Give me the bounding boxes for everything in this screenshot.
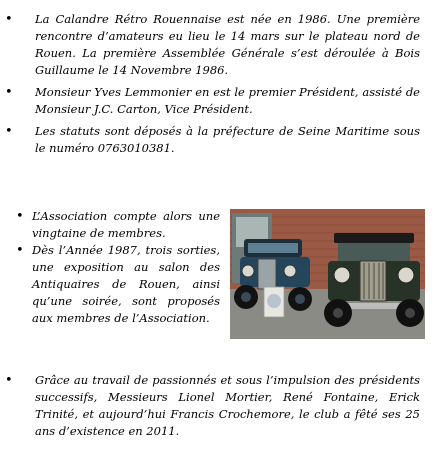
list-item-text: Dès l’Année 1987, trois sorties, une exposition au salon des Antiquaires de Rouen, ainsi qu’une soirée, sont proposés aux membres de l’Association. — [32, 243, 220, 325]
list-item-text: L’Association compte alors une vingtaine de membres. — [32, 209, 220, 240]
bullet-icon: • — [16, 209, 24, 224]
list-item — [0, 242, 220, 327]
list-item — [0, 208, 220, 242]
list-item-text: La Calandre Rétro Rouennaise est née en 1986. Une première rencontre d’amateurs eu lieu le 14 mars sur le plateau nord de Rouen. La première Assemblée Générale s’est déroulée à Bois Guillaume le 14 Novembre 1986. — [35, 12, 420, 77]
vintage-cars-photo — [230, 209, 425, 339]
list-item-text: Grâce au travail de passionnés et sous l’impulsion des présidents successifs, Messieurs Lionel Mortier, René Fontaine, Erick Trinité, et aujourd’hui Francis Crochemore, le club a fêté ses 25 ans d’existence en 2011. — [35, 373, 420, 438]
list-item-text: Les statuts sont déposés à la préfecture de Seine Maritime sous le numéro 0763010381. — [35, 124, 420, 155]
list-item-text: Monsieur Yves Lemmonier en est le premier Président, assisté de Monsieur J.C. Carton, Vice Président. — [35, 85, 420, 116]
list-item — [0, 372, 420, 440]
bullet-icon: • — [5, 124, 13, 139]
bullet-icon: • — [5, 12, 13, 27]
bullet-icon: • — [5, 85, 13, 100]
list-item — [0, 84, 420, 118]
bullet-icon: • — [5, 373, 13, 388]
intro-list — [0, 11, 420, 162]
bullet-icon: • — [16, 243, 24, 258]
list-item — [0, 123, 420, 157]
history-list — [0, 372, 420, 440]
association-list — [0, 208, 220, 327]
vintage-cars-illustration — [230, 209, 425, 339]
list-item — [0, 11, 420, 79]
